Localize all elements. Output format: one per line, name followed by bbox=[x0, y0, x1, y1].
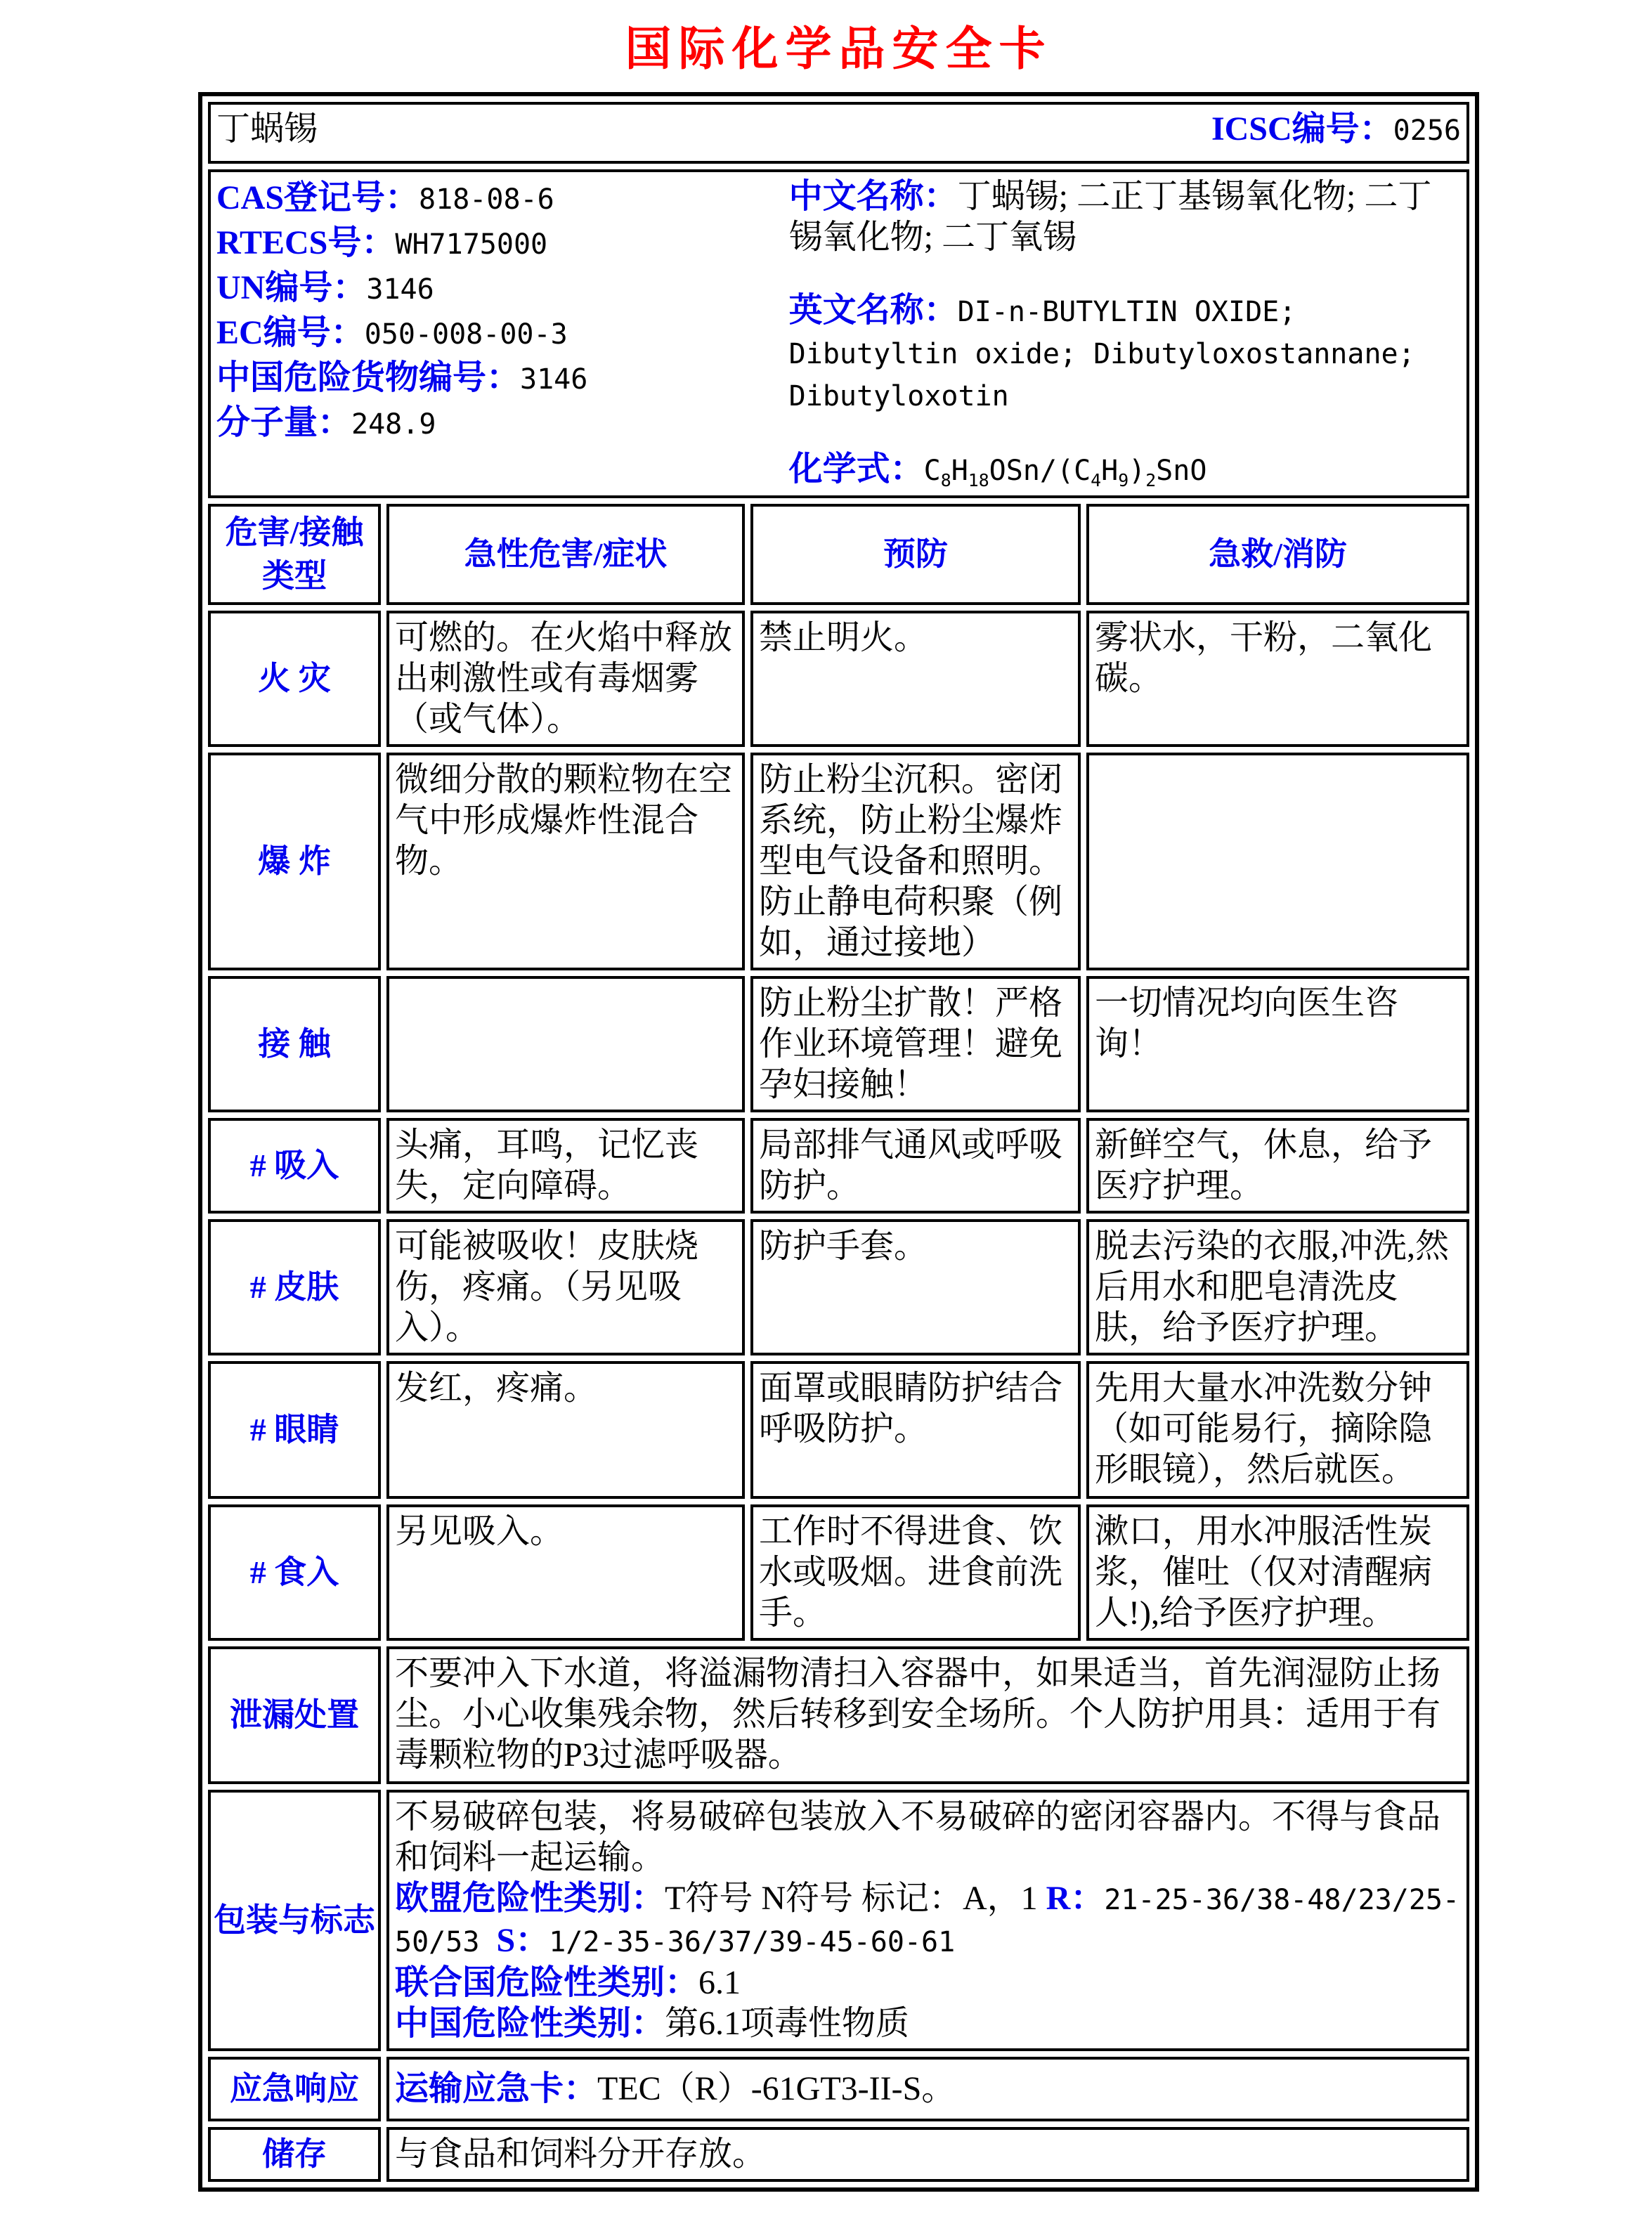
chinese-name-value: 丁蜗锡; 二正丁基锡氧化物; 二丁锡氧化物; 二丁氧锡 bbox=[788, 178, 1432, 256]
icsc-number-value: 0256 bbox=[1393, 115, 1461, 147]
ingestion-symptoms: 另见吸入。 bbox=[386, 1504, 745, 1641]
cn-dangerous-goods-line bbox=[216, 356, 789, 401]
hazard-row-eyes bbox=[208, 1361, 1469, 1499]
r-phrases-label: R： bbox=[1046, 1880, 1105, 1917]
formula-label: 化学式： bbox=[788, 450, 924, 488]
identifiers-cell bbox=[208, 169, 1469, 498]
names-block bbox=[789, 176, 1461, 491]
mw-value: 248.9 bbox=[351, 408, 436, 441]
english-name-paragraph bbox=[789, 290, 1461, 417]
eu-class-label: 欧盟危险性类别： bbox=[395, 1880, 665, 1917]
mw-label: 分子量： bbox=[216, 404, 352, 441]
inhalation-first-aid: 新鲜空气，休息，给予医疗护理。 bbox=[1086, 1118, 1469, 1214]
hazard-header-row bbox=[208, 504, 1469, 605]
un-class-value: 6.1 bbox=[698, 1964, 741, 2001]
col-header-prevention: 预防 bbox=[750, 504, 1081, 605]
name-cell bbox=[208, 102, 1469, 164]
ec-line bbox=[216, 311, 789, 356]
eyes-first-aid: 先用大量水冲洗数分钟（如可能易行，摘除隐形眼镜），然后就医。 bbox=[1086, 1361, 1469, 1499]
ingestion-first-aid: 漱口，用水冲服活性炭浆，催吐（仅对清醒病人!),给予医疗护理。 bbox=[1086, 1504, 1469, 1641]
ingestion-label: # 食入 bbox=[208, 1504, 381, 1641]
fire-first-aid: 雾状水，干粉，二氧化碳。 bbox=[1086, 611, 1469, 747]
explosion-symptoms: 微细分散的颗粒物在空气中形成爆炸性混合物。 bbox=[386, 753, 745, 970]
cas-value: 818-08-6 bbox=[419, 183, 554, 216]
r-phrases-value: 21-25-36/38-48/23/25-50/53 bbox=[395, 1884, 1460, 1958]
explosion-label: 爆 炸 bbox=[208, 753, 381, 970]
icsc-table bbox=[198, 92, 1479, 2192]
spill-label: 泄漏处置 bbox=[208, 1646, 381, 1784]
skin-symptoms: 可能被吸收！皮肤烧伤，疼痛。（另见吸入）。 bbox=[386, 1219, 745, 1355]
un-value: 3146 bbox=[366, 273, 434, 306]
chinese-name-paragraph bbox=[789, 176, 1461, 258]
hazard-row-fire bbox=[208, 611, 1469, 747]
explosion-first-aid bbox=[1086, 753, 1469, 970]
substance-name: 丁蜗锡 bbox=[216, 110, 318, 148]
ec-label: EC编号： bbox=[216, 314, 365, 351]
col-header-first-aid: 急救/消防 bbox=[1086, 504, 1469, 605]
s-phrases-label: S： bbox=[496, 1922, 549, 1959]
skin-first-aid: 脱去污染的衣服,冲洗,然后用水和肥皂清洗皮肤，给予医疗护理。 bbox=[1086, 1219, 1469, 1355]
skin-label: # 皮肤 bbox=[208, 1219, 381, 1355]
english-name-label: 英文名称： bbox=[788, 292, 958, 329]
contact-first-aid: 一切情况均向医生咨询！ bbox=[1086, 976, 1469, 1112]
emergency-row bbox=[208, 2057, 1469, 2121]
rtecs-label: RTECS号： bbox=[216, 224, 396, 261]
english-name-value: DI-n-BUTYLTIN OXIDE; Dibutyltin oxide; Dibutyloxostannane; Dibutyloxotin bbox=[788, 296, 1415, 412]
eyes-symptoms: 发红，疼痛。 bbox=[386, 1361, 745, 1499]
transport-card-label: 运输应急卡： bbox=[395, 2070, 598, 2107]
explosion-prevention: 防止粉尘沉积。密闭系统，防止粉尘爆炸型电气设备和照明。防止静电荷积聚（例如，通过接地） bbox=[750, 753, 1081, 970]
cn-class-label: 中国危险性类别： bbox=[395, 2005, 665, 2042]
spill-row bbox=[208, 1646, 1469, 1784]
fire-label: 火 灾 bbox=[208, 611, 381, 747]
eyes-label: # 眼睛 bbox=[208, 1361, 381, 1499]
cas-line bbox=[216, 176, 789, 221]
spill-text: 不要冲入下水道，将溢漏物清扫入容器中，如果适当，首先润湿防止扬尘。小心收集残余物，然后转移到安全场所。个人防护用具：适用于有毒颗粒物的P3过滤呼吸器。 bbox=[386, 1646, 1469, 1784]
ingestion-prevention: 工作时不得进食、饮水或吸烟。进食前洗手。 bbox=[750, 1504, 1081, 1641]
storage-text: 与食品和饲料分开存放。 bbox=[386, 2127, 1469, 2182]
packaging-row bbox=[208, 1790, 1469, 2051]
rtecs-value: WH7175000 bbox=[395, 228, 548, 261]
inhalation-label: # 吸入 bbox=[208, 1118, 381, 1214]
fire-symptoms: 可燃的。在火焰中释放出刺激性或有毒烟雾（或气体）。 bbox=[386, 611, 745, 747]
formula-paragraph bbox=[789, 449, 1461, 491]
formula-value: $C_8H_{18}OSn/(C_4H_9)_2SnO$ bbox=[923, 455, 1207, 490]
hazard-row-skin bbox=[208, 1219, 1469, 1355]
eyes-prevention: 面罩或眼睛防护结合呼吸防护。 bbox=[750, 1361, 1081, 1499]
cn-class-value: 第6.1项毒性物质 bbox=[665, 2005, 910, 2042]
fire-prevention: 禁止明火。 bbox=[750, 611, 1081, 747]
hazard-row-explosion bbox=[208, 753, 1469, 970]
icsc-card bbox=[198, 0, 1479, 2192]
contact-symptoms bbox=[386, 976, 745, 1112]
un-line bbox=[216, 266, 789, 311]
transport-card-value: TEC（R）-61GT3-II-S。 bbox=[597, 2070, 956, 2107]
packaging-content bbox=[386, 1790, 1469, 2051]
cn-dg-label: 中国危险货物编号： bbox=[216, 359, 521, 396]
skin-prevention: 防护手套。 bbox=[750, 1219, 1081, 1355]
col-header-hazard-type: 危害/接触类型 bbox=[208, 504, 381, 605]
rtecs-line bbox=[216, 221, 789, 266]
un-label: UN编号： bbox=[216, 269, 367, 306]
hazard-row-inhalation bbox=[208, 1118, 1469, 1214]
packaging-intro: 不易破碎包装，将易破碎包装放入不易破碎的密闭容器内。不得与食品和饲料一起运输。 bbox=[395, 1798, 1441, 1876]
inhalation-symptoms: 头痛，耳鸣，记忆丧失，定向障碍。 bbox=[386, 1118, 745, 1214]
emergency-label: 应急响应 bbox=[208, 2057, 381, 2121]
contact-label: 接 触 bbox=[208, 976, 381, 1112]
cn-dg-value: 3146 bbox=[520, 363, 588, 396]
emergency-content bbox=[386, 2057, 1469, 2121]
registry-numbers bbox=[216, 176, 789, 491]
inhalation-prevention: 局部排气通风或呼吸防护。 bbox=[750, 1118, 1081, 1214]
col-header-symptoms: 急性危害/症状 bbox=[386, 504, 745, 605]
ec-value: 050-008-00-3 bbox=[364, 318, 568, 351]
molecular-weight-line bbox=[216, 401, 789, 446]
icsc-number-label: ICSC编号： bbox=[1211, 110, 1393, 148]
name-row bbox=[208, 102, 1469, 164]
hazard-row-ingestion bbox=[208, 1504, 1469, 1641]
un-class-label: 联合国危险性类别： bbox=[395, 1964, 699, 2001]
chinese-name-label: 中文名称： bbox=[788, 178, 958, 215]
contact-prevention: 防止粉尘扩散！严格作业环境管理！避免孕妇接触！ bbox=[750, 976, 1081, 1112]
eu-class-value: T符号 N符号 标记：A，1 bbox=[665, 1880, 1046, 1917]
s-phrases-value: 1/2-35-36/37/39-45-60-61 bbox=[549, 1926, 956, 1958]
hazard-row-contact bbox=[208, 976, 1469, 1112]
page-title: 国际化学品安全卡 bbox=[625, 24, 1053, 75]
icsc-number-group bbox=[1211, 109, 1461, 151]
storage-row bbox=[208, 2127, 1469, 2182]
storage-label: 储存 bbox=[208, 2127, 381, 2182]
cas-label: CAS登记号： bbox=[216, 179, 419, 216]
packaging-label: 包装与标志 bbox=[208, 1790, 381, 2051]
identifiers-row bbox=[208, 169, 1469, 498]
